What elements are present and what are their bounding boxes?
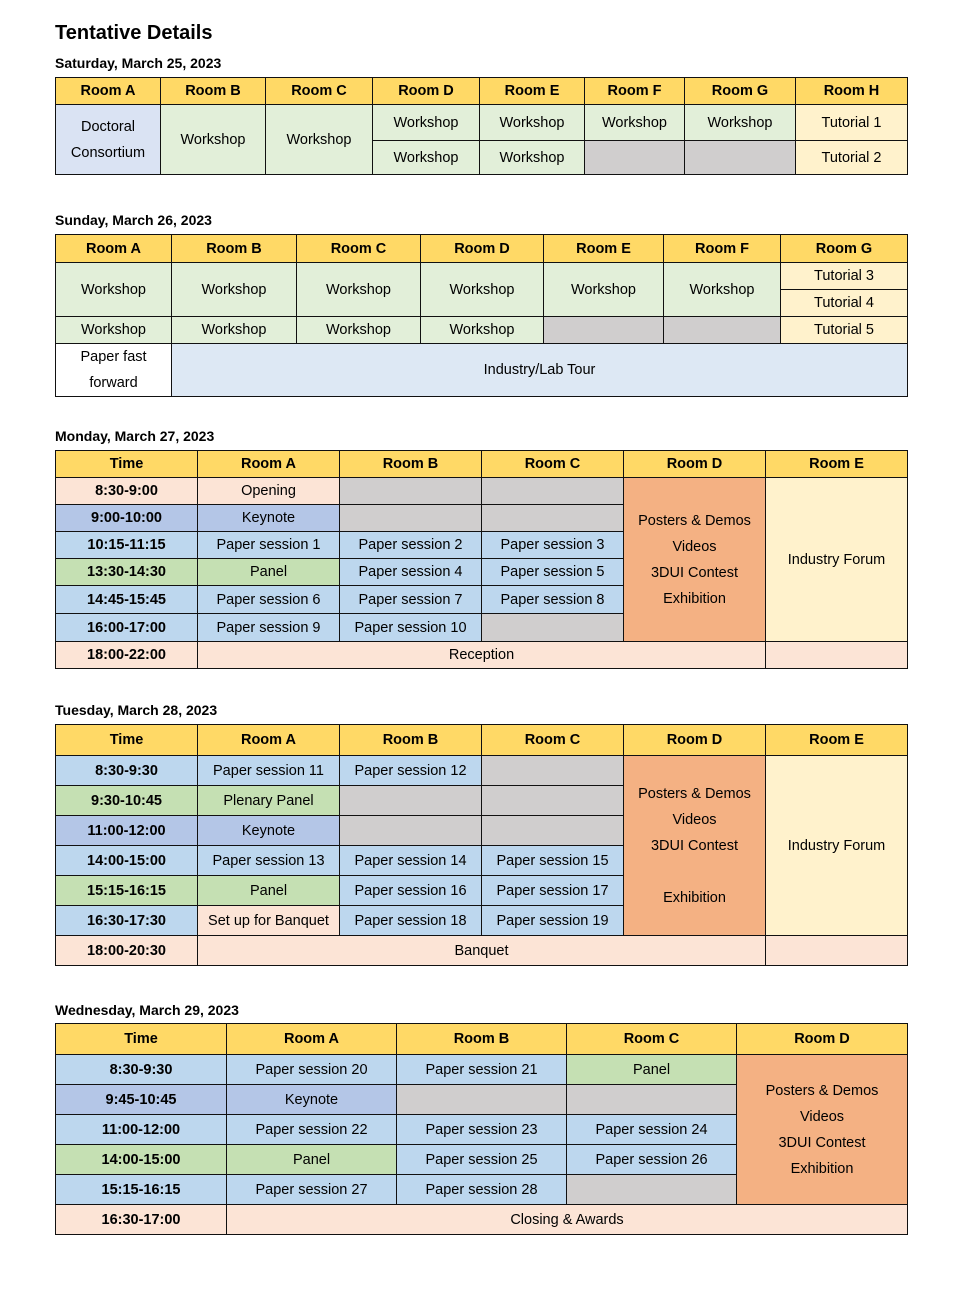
room-header: Room C xyxy=(266,78,373,105)
session-cell: Paper session 21 xyxy=(397,1055,567,1085)
workshop-cell: Workshop xyxy=(297,317,421,344)
room-header: Room C xyxy=(297,235,421,263)
room-header: Room F xyxy=(585,78,685,105)
empty-cell xyxy=(397,1085,567,1115)
session-cell: Paper session 1 xyxy=(198,532,340,559)
session-cell: Paper session 14 xyxy=(340,846,482,876)
cell-line: Videos xyxy=(672,811,717,828)
column-header: Room D xyxy=(624,725,766,756)
cell-line: Exhibition xyxy=(663,889,726,906)
posters-demos-cell xyxy=(737,1055,908,1205)
column-header: Room D xyxy=(737,1024,908,1055)
session-cell: Paper session 28 xyxy=(397,1175,567,1205)
time-cell: 16:30-17:00 xyxy=(56,1205,227,1235)
cell-line: Posters & Demos xyxy=(765,1082,879,1099)
column-header: Room B xyxy=(340,451,482,478)
empty-cell xyxy=(766,936,908,966)
column-header: Room A xyxy=(227,1024,397,1055)
session-cell: Keynote xyxy=(198,505,340,532)
column-header: Room C xyxy=(482,725,624,756)
cell-line: Videos xyxy=(672,538,717,555)
time-cell: 8:30-9:30 xyxy=(56,1055,227,1085)
column-header: Room B xyxy=(397,1024,567,1055)
session-cell: Paper session 16 xyxy=(340,876,482,906)
empty-cell xyxy=(567,1175,737,1205)
room-header: Room E xyxy=(544,235,664,263)
industry-lab-tour-cell: Industry/Lab Tour xyxy=(172,344,908,397)
empty-cell xyxy=(482,505,624,532)
workshop-cell: Workshop xyxy=(480,105,585,141)
workshop-cell: Workshop xyxy=(266,105,373,175)
workshop-cell: Workshop xyxy=(297,263,421,317)
time-cell: 9:45-10:45 xyxy=(56,1085,227,1115)
empty-cell xyxy=(585,141,685,175)
wednesday-table xyxy=(55,1023,908,1235)
sunday-date: Sunday, March 26, 2023 xyxy=(55,212,212,228)
column-header: Room C xyxy=(567,1024,737,1055)
tutorial-cell: Tutorial 1 xyxy=(796,105,908,141)
session-cell: Paper session 17 xyxy=(482,876,624,906)
session-cell: Paper session 9 xyxy=(198,614,340,642)
session-cell: Panel xyxy=(227,1145,397,1175)
tutorial-cell: Tutorial 4 xyxy=(781,290,908,317)
banquet-cell: Banquet xyxy=(198,936,766,966)
cell-line: 3DUI Contest xyxy=(778,1134,866,1151)
empty-cell xyxy=(340,816,482,846)
room-header: Room G xyxy=(781,235,908,263)
session-cell: Keynote xyxy=(227,1085,397,1115)
session-cell: Paper session 5 xyxy=(482,559,624,586)
empty-cell xyxy=(482,786,624,816)
workshop-cell: Workshop xyxy=(585,105,685,141)
session-cell: Panel xyxy=(198,559,340,586)
tuesday-table xyxy=(55,724,908,966)
cell-line: Doctoral xyxy=(81,118,135,135)
time-cell: 14:45-15:45 xyxy=(56,586,198,614)
column-header: Room A xyxy=(198,725,340,756)
room-header: Room B xyxy=(172,235,297,263)
cell-line xyxy=(624,859,765,885)
time-cell: 9:30-10:45 xyxy=(56,786,198,816)
time-cell: 8:30-9:00 xyxy=(56,478,198,505)
industry-forum-cell: Industry Forum xyxy=(766,478,908,642)
time-cell: 14:00-15:00 xyxy=(56,846,198,876)
workshop-cell: Workshop xyxy=(480,141,585,175)
session-cell: Paper session 18 xyxy=(340,906,482,936)
room-header: Room E xyxy=(480,78,585,105)
session-cell: Paper session 19 xyxy=(482,906,624,936)
cell-line: Posters & Demos xyxy=(638,512,751,529)
session-cell: Paper session 8 xyxy=(482,586,624,614)
empty-cell xyxy=(340,478,482,505)
session-cell: Paper session 11 xyxy=(198,756,340,786)
room-header: Room D xyxy=(421,235,544,263)
workshop-cell: Workshop xyxy=(421,317,544,344)
session-cell: Paper session 26 xyxy=(567,1145,737,1175)
room-header: Room F xyxy=(664,235,781,263)
cell-line: Posters & Demos xyxy=(638,785,751,802)
cell-line: Consortium xyxy=(70,144,146,161)
tutorial-cell: Tutorial 3 xyxy=(781,263,908,290)
empty-cell xyxy=(766,642,908,669)
empty-cell xyxy=(482,756,624,786)
reception-cell: Reception xyxy=(198,642,766,669)
workshop-cell: Workshop xyxy=(373,141,480,175)
time-cell: 11:00-12:00 xyxy=(56,1115,227,1145)
sunday-table xyxy=(55,234,908,397)
cell-line: 3DUI Contest xyxy=(650,564,739,581)
session-cell: Paper session 24 xyxy=(567,1115,737,1145)
session-cell: Paper session 4 xyxy=(340,559,482,586)
monday-table xyxy=(55,450,908,669)
time-cell: 16:00-17:00 xyxy=(56,614,198,642)
room-header: Room D xyxy=(373,78,480,105)
saturday-table xyxy=(55,77,908,175)
workshop-cell: Workshop xyxy=(172,317,297,344)
page-title: Tentative Details xyxy=(55,22,213,44)
session-cell: Opening xyxy=(198,478,340,505)
tutorial-cell: Tutorial 2 xyxy=(796,141,908,175)
column-header: Room A xyxy=(198,451,340,478)
time-cell: 9:00-10:00 xyxy=(56,505,198,532)
column-header: Room B xyxy=(340,725,482,756)
empty-cell xyxy=(340,786,482,816)
empty-cell xyxy=(567,1085,737,1115)
session-cell: Paper session 15 xyxy=(482,846,624,876)
column-header: Time xyxy=(56,451,198,478)
workshop-cell: Workshop xyxy=(56,317,172,344)
tutorial-cell: Tutorial 5 xyxy=(781,317,908,344)
time-cell: 15:15-16:15 xyxy=(56,876,198,906)
empty-cell xyxy=(685,141,796,175)
industry-forum-cell: Industry Forum xyxy=(766,756,908,936)
time-cell: 13:30-14:30 xyxy=(56,559,198,586)
session-cell: Paper session 20 xyxy=(227,1055,397,1085)
session-cell: Paper session 7 xyxy=(340,586,482,614)
monday-date: Monday, March 27, 2023 xyxy=(55,428,215,444)
tuesday-date: Tuesday, March 28, 2023 xyxy=(55,702,218,718)
posters-demos-cell xyxy=(624,478,766,642)
session-cell: Set up for Banquet xyxy=(198,906,340,936)
empty-cell xyxy=(482,614,624,642)
session-cell: Paper session 6 xyxy=(198,586,340,614)
time-cell: 18:00-22:00 xyxy=(56,642,198,669)
empty-cell xyxy=(340,505,482,532)
column-header: Room C xyxy=(482,451,624,478)
session-cell: Paper session 25 xyxy=(397,1145,567,1175)
workshop-cell: Workshop xyxy=(544,263,664,317)
room-header: Room A xyxy=(56,78,161,105)
cell-line: Exhibition xyxy=(790,1160,854,1177)
posters-demos-cell xyxy=(624,756,766,936)
workshop-cell: Workshop xyxy=(685,105,796,141)
session-cell: Paper session 10 xyxy=(340,614,482,642)
column-header: Room D xyxy=(624,451,766,478)
workshop-cell: Workshop xyxy=(172,263,297,317)
session-cell: Paper session 22 xyxy=(227,1115,397,1145)
column-header: Room E xyxy=(766,451,908,478)
cell-line: Exhibition xyxy=(663,590,726,607)
empty-cell xyxy=(664,317,781,344)
time-cell: 15:15-16:15 xyxy=(56,1175,227,1205)
saturday-date: Saturday, March 25, 2023 xyxy=(55,55,222,71)
session-cell: Paper session 12 xyxy=(340,756,482,786)
cell-line: forward xyxy=(89,375,138,391)
session-cell: Paper session 23 xyxy=(397,1115,567,1145)
session-cell: Paper session 13 xyxy=(198,846,340,876)
room-header: Room A xyxy=(56,235,172,263)
room-header: Room H xyxy=(796,78,908,105)
time-cell: 16:30-17:30 xyxy=(56,906,198,936)
time-cell: 8:30-9:30 xyxy=(56,756,198,786)
workshop-cell: Workshop xyxy=(664,263,781,317)
time-cell: 14:00-15:00 xyxy=(56,1145,227,1175)
cell-line: Videos xyxy=(799,1108,845,1125)
empty-cell xyxy=(482,816,624,846)
room-header: Room G xyxy=(685,78,796,105)
workshop-cell: Workshop xyxy=(421,263,544,317)
closing-awards-cell: Closing & Awards xyxy=(227,1205,908,1235)
wednesday-date: Wednesday, March 29, 2023 xyxy=(55,1002,239,1018)
column-header: Time xyxy=(56,725,198,756)
session-cell: Panel xyxy=(198,876,340,906)
empty-cell xyxy=(544,317,664,344)
session-cell: Panel xyxy=(567,1055,737,1085)
workshop-cell: Workshop xyxy=(373,105,480,141)
session-cell: Keynote xyxy=(198,816,340,846)
room-header: Room B xyxy=(161,78,266,105)
doctoral-consortium-cell xyxy=(56,105,161,175)
session-cell: Paper session 3 xyxy=(482,532,624,559)
cell-line: Paper fast xyxy=(80,349,147,365)
time-cell: 18:00-20:30 xyxy=(56,936,198,966)
session-cell: Paper session 27 xyxy=(227,1175,397,1205)
paper-fast-forward-cell xyxy=(56,344,172,397)
empty-cell xyxy=(482,478,624,505)
session-cell: Paper session 2 xyxy=(340,532,482,559)
session-cell: Plenary Panel xyxy=(198,786,340,816)
time-cell: 10:15-11:15 xyxy=(56,532,198,559)
workshop-cell: Workshop xyxy=(161,105,266,175)
workshop-cell: Workshop xyxy=(56,263,172,317)
time-cell: 11:00-12:00 xyxy=(56,816,198,846)
column-header: Room E xyxy=(766,725,908,756)
column-header: Time xyxy=(56,1024,227,1055)
cell-line: 3DUI Contest xyxy=(650,837,739,854)
